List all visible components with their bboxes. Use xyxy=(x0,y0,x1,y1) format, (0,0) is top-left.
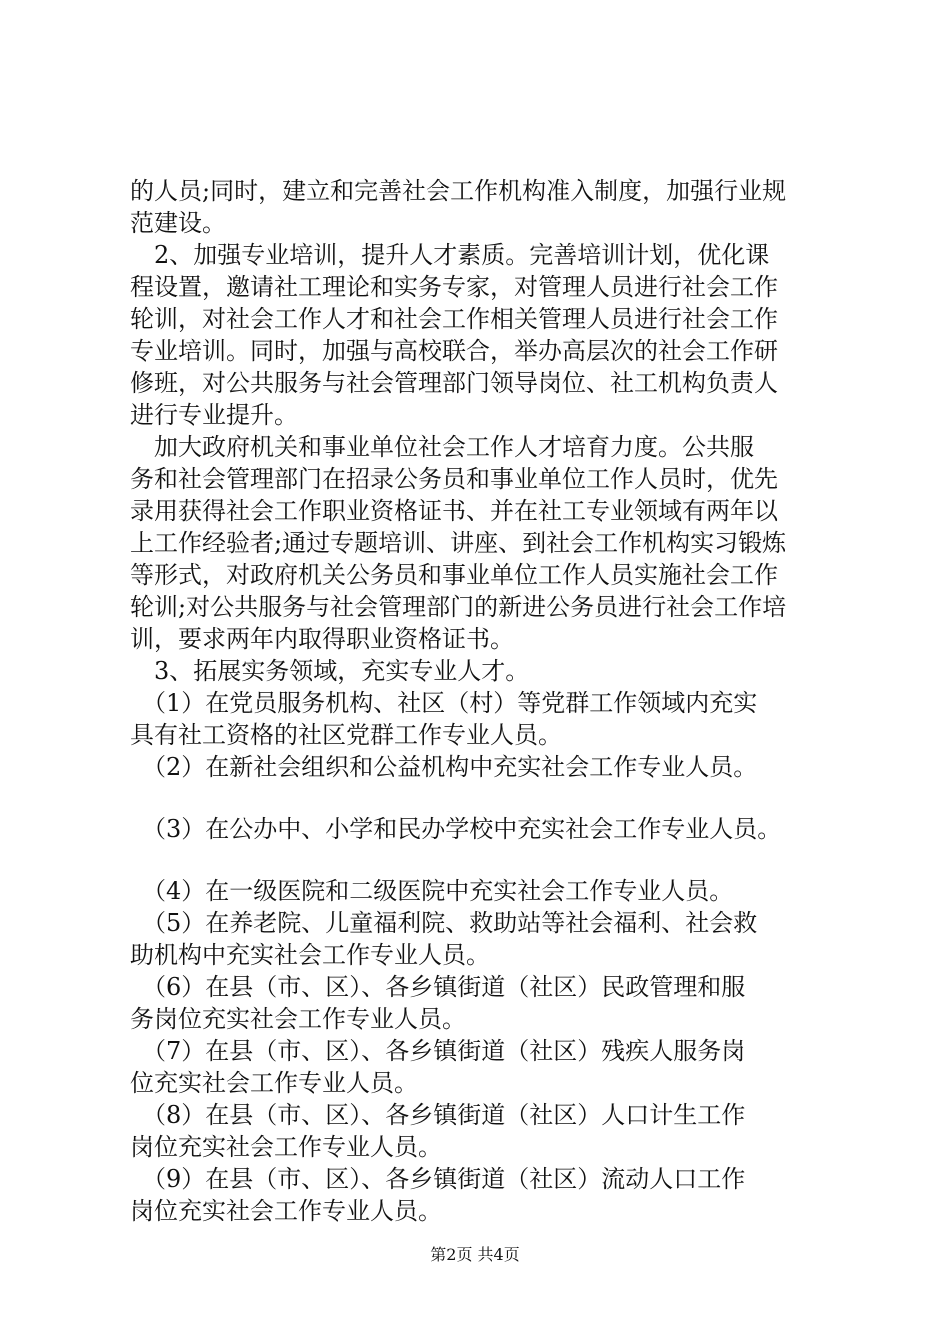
body-text-line: （7）在县（市、区）、各乡镇街道（社区）残疾人服务岗 xyxy=(130,1037,746,1065)
body-text-line: （3）在公办中、小学和民办学校中充实社会工作专业人员。 xyxy=(130,815,782,843)
body-text-line: 的人员;同时，建立和完善社会工作机构准入制度，加强行业规 xyxy=(130,177,787,205)
body-text-line: （4）在一级医院和二级医院中充实社会工作专业人员。 xyxy=(130,877,734,905)
body-text-line: 程设置，邀请社工理论和实务专家，对管理人员进行社会工作 xyxy=(130,273,778,301)
body-text-line: 专业培训。同时，加强与高校联合，举办高层次的社会工作研 xyxy=(130,337,778,365)
body-text-line: 上工作经验者;通过专题培训、讲座、到社会工作机构实习锻炼 xyxy=(130,529,787,557)
body-text-line: 修班，对公共服务与社会管理部门领导岗位、社工机构负责人 xyxy=(130,369,778,397)
body-text-line: 进行专业提升。 xyxy=(130,401,298,429)
body-text-line: 范建设。 xyxy=(130,209,226,237)
body-text-line: 录用获得社会工作职业资格证书、并在社工专业领域有两年以 xyxy=(130,497,778,525)
body-text-line: 3、拓展实务领域，充实专业人才。 xyxy=(130,657,530,685)
body-text-line: 位充实社会工作专业人员。 xyxy=(130,1069,418,1097)
body-text-line: 2、加强专业培训，提升人才素质。完善培训计划，优化课 xyxy=(130,241,770,269)
body-text-line: 具有社工资格的社区党群工作专业人员。 xyxy=(130,721,562,749)
body-text-line: （8）在县（市、区）、各乡镇街道（社区）人口计生工作 xyxy=(130,1101,746,1129)
body-text-line: （5）在养老院、儿童福利院、救助站等社会福利、社会救 xyxy=(130,909,758,937)
body-text-line: 轮训，对社会工作人才和社会工作相关管理人员进行社会工作 xyxy=(130,305,778,333)
body-text-line: 岗位充实社会工作专业人员。 xyxy=(130,1197,442,1225)
body-text-line: 轮训;对公共服务与社会管理部门的新进公务员进行社会工作培 xyxy=(130,593,787,621)
body-text-line: 助机构中充实社会工作专业人员。 xyxy=(130,941,490,969)
body-text-line: （6）在县（市、区）、各乡镇街道（社区）民政管理和服 xyxy=(130,973,746,1001)
body-text-line: 加大政府机关和事业单位社会工作人才培育力度。公共服 xyxy=(130,433,754,461)
body-text-line: （1）在党员服务机构、社区（村）等党群工作领域内充实 xyxy=(130,689,758,717)
body-text-line: 岗位充实社会工作专业人员。 xyxy=(130,1133,442,1161)
page-number-footer: 第2页 共4页 xyxy=(430,1245,520,1264)
body-text-line: 务和社会管理部门在招录公务员和事业单位工作人员时，优先 xyxy=(130,465,778,493)
body-text-line: （9）在县（市、区）、各乡镇街道（社区）流动人口工作 xyxy=(130,1165,746,1193)
body-text-line: （2）在新社会组织和公益机构中充实社会工作专业人员。 xyxy=(130,753,758,781)
body-text-line: 务岗位充实社会工作专业人员。 xyxy=(130,1005,466,1033)
body-text-line: 等形式，对政府机关公务员和事业单位工作人员实施社会工作 xyxy=(130,561,778,589)
body-text-line: 训，要求两年内取得职业资格证书。 xyxy=(130,625,514,653)
